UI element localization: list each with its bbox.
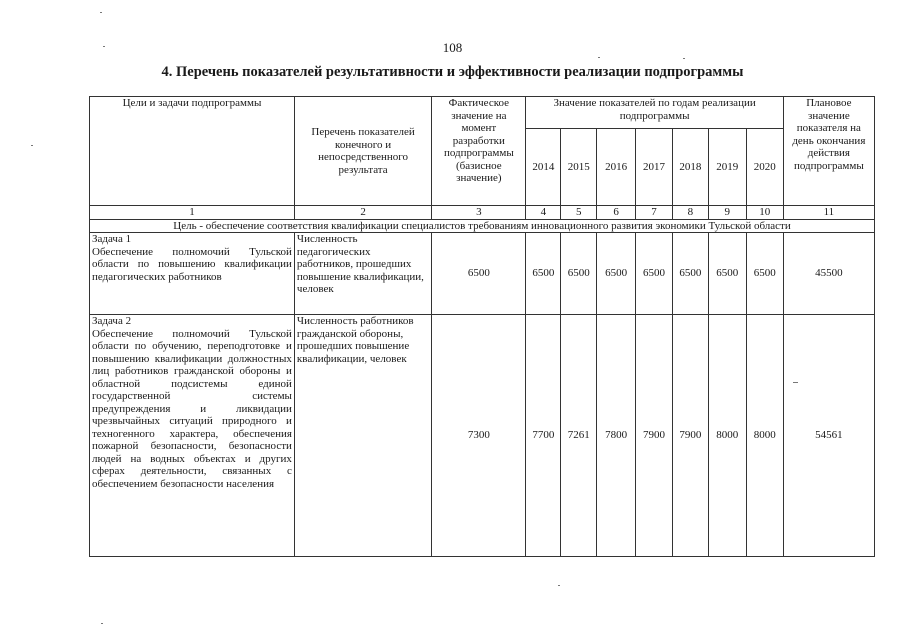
task-text: Обеспечение полномочий Тульской области по повышению квалификации педагогических работников <box>92 245 292 283</box>
header-planned: Плановое значение показателя на день окончания действия подпрограммы <box>783 97 874 206</box>
header-values-by-year: Значение показателей по годам реализации подпрограммы <box>526 97 783 129</box>
year-value: 7900 <box>636 315 673 557</box>
scan-speck <box>100 12 102 13</box>
task-cell <box>90 315 295 557</box>
year-value: 7700 <box>526 315 561 557</box>
column-number: 2 <box>294 206 431 220</box>
column-number: 7 <box>636 206 673 220</box>
scan-speck <box>103 46 105 47</box>
header-year: 2015 <box>561 129 597 206</box>
year-value: 8000 <box>746 315 783 557</box>
year-value: 6500 <box>636 233 673 315</box>
year-value: 6500 <box>672 233 708 315</box>
year-value: 6500 <box>746 233 783 315</box>
column-number: 8 <box>672 206 708 220</box>
scan-speck <box>558 585 560 586</box>
column-number: 6 <box>597 206 636 220</box>
year-value: 6500 <box>708 233 746 315</box>
section-heading: 4. Перечень показателей результативности и эффективности реализации подпрограммы <box>161 64 744 80</box>
column-number: 5 <box>561 206 597 220</box>
page-number: 108 <box>442 40 463 55</box>
base-value: 7300 <box>432 315 526 557</box>
header-year: 2014 <box>526 129 561 206</box>
scan-speck <box>101 623 103 624</box>
year-value: 6500 <box>526 233 561 315</box>
task-text: Обеспечение полномочий Тульской области по обучению, переподготовке и повышению квалификации должностных лиц работников гражданской обороны и областной подсистемы единой государственной системы предупреждения и ликвидации чрезвычайных ситуаций природного и техногенного характера, обеспечения пожарной безопасности, безопасности людей на водных объектах и других сферах деятельности, связанных с обеспечением безопасности населения <box>92 327 292 490</box>
scan-speck <box>683 58 685 59</box>
column-number: 11 <box>783 206 874 220</box>
year-value: 7261 <box>561 315 597 557</box>
column-number: 3 <box>432 206 526 220</box>
year-value: 7800 <box>597 315 636 557</box>
column-number: 1 <box>90 206 295 220</box>
task-title: Задача 2 <box>92 315 132 327</box>
header-indicators: Перечень показателей конечного и непосредственного результата <box>294 97 431 206</box>
year-value: 6500 <box>597 233 636 315</box>
planned-value: 45500 <box>783 233 874 315</box>
header-year: 2016 <box>597 129 636 206</box>
task-cell <box>90 233 295 315</box>
year-value: 6500 <box>561 233 597 315</box>
task-title: Задача 1 <box>92 233 132 245</box>
planned-value: 54561 <box>783 315 874 557</box>
header-goals: Цели и задачи подпрограммы <box>90 97 295 206</box>
header-year: 2019 <box>708 129 746 206</box>
scan-speck <box>598 57 600 58</box>
indicators-table <box>89 96 875 557</box>
table-row <box>90 315 875 557</box>
column-number: 9 <box>708 206 746 220</box>
goal-row: Цель - обеспечение соответствия квалификации специалистов требованиям инновационного развития экономики Тульской области <box>90 219 875 233</box>
indicator-cell: Численность работников гражданской обороны, прошедших повышение квалификации, человек <box>294 315 431 557</box>
column-number: 10 <box>746 206 783 220</box>
header-year: 2017 <box>636 129 673 206</box>
header-year: 2020 <box>746 129 783 206</box>
header-year: 2018 <box>672 129 708 206</box>
indicator-cell: Численность педагогических работников, прошедших повышение квалификации, человек <box>294 233 431 315</box>
year-value: 7900 <box>672 315 708 557</box>
header-actual: Фактическое значение на момент разработки подпрограммы (базисное значение) <box>432 97 526 206</box>
scan-speck <box>31 145 33 146</box>
column-number: 4 <box>526 206 561 220</box>
table-row <box>90 233 875 315</box>
year-value: 8000 <box>708 315 746 557</box>
base-value: 6500 <box>432 233 526 315</box>
scan-speck <box>793 382 798 383</box>
